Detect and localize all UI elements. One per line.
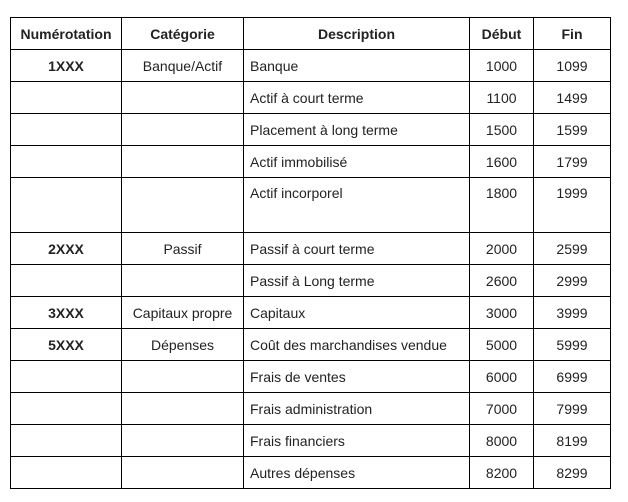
cell-end: 1499	[534, 82, 611, 114]
header-row	[11, 18, 611, 50]
cell-description: Actif à court terme	[244, 82, 470, 114]
table-row	[11, 265, 611, 297]
cell-end: 6999	[534, 361, 611, 393]
header-category: Catégorie	[122, 18, 244, 50]
cell-description: Coût des marchandises vendue	[244, 329, 470, 361]
cell-start: 7000	[470, 393, 534, 425]
cell-start: 2600	[470, 265, 534, 297]
table-row	[11, 114, 611, 146]
cell-start: 8200	[470, 457, 534, 489]
table-header	[11, 18, 611, 50]
cell-start: 6000	[470, 361, 534, 393]
header-start: Début	[470, 18, 534, 50]
cell-start: 3000	[470, 297, 534, 329]
cell-numbering	[11, 425, 122, 457]
cell-description: Autres dépenses	[244, 457, 470, 489]
cell-start: 1500	[470, 114, 534, 146]
chart-of-accounts-table	[10, 17, 611, 489]
cell-end: 2599	[534, 233, 611, 265]
cell-category	[122, 114, 244, 146]
cell-description: Passif à court terme	[244, 233, 470, 265]
cell-end: 1999	[534, 178, 611, 233]
cell-category	[122, 457, 244, 489]
table-row	[11, 233, 611, 265]
cell-end: 1099	[534, 50, 611, 82]
table-row	[11, 361, 611, 393]
cell-numbering: 3XXX	[11, 297, 122, 329]
cell-start: 1000	[470, 50, 534, 82]
cell-description: Frais de ventes	[244, 361, 470, 393]
cell-end: 3999	[534, 297, 611, 329]
cell-description: Placement à long terme	[244, 114, 470, 146]
cell-numbering: 5XXX	[11, 329, 122, 361]
cell-category: Dépenses	[122, 329, 244, 361]
cell-end: 1799	[534, 146, 611, 178]
cell-description: Banque	[244, 50, 470, 82]
cell-description: Frais financiers	[244, 425, 470, 457]
cell-start: 2000	[470, 233, 534, 265]
cell-category	[122, 178, 244, 233]
cell-end: 8299	[534, 457, 611, 489]
table-row	[11, 178, 611, 233]
cell-start: 1600	[470, 146, 534, 178]
header-description: Description	[244, 18, 470, 50]
header-numbering: Numérotation	[11, 18, 122, 50]
cell-start: 5000	[470, 329, 534, 361]
cell-numbering	[11, 361, 122, 393]
cell-end: 7999	[534, 393, 611, 425]
cell-numbering: 1XXX	[11, 50, 122, 82]
cell-start: 1800	[470, 178, 534, 233]
cell-numbering	[11, 178, 122, 233]
table-row	[11, 393, 611, 425]
cell-end: 2999	[534, 265, 611, 297]
cell-description: Passif à Long terme	[244, 265, 470, 297]
cell-category	[122, 361, 244, 393]
cell-category: Passif	[122, 233, 244, 265]
cell-end: 5999	[534, 329, 611, 361]
cell-numbering	[11, 146, 122, 178]
cell-category: Capitaux propre	[122, 297, 244, 329]
table-row	[11, 146, 611, 178]
cell-description: Actif incorporel	[244, 178, 470, 233]
cell-description: Frais administration	[244, 393, 470, 425]
table-row	[11, 297, 611, 329]
cell-start: 8000	[470, 425, 534, 457]
cell-numbering	[11, 82, 122, 114]
table-row	[11, 50, 611, 82]
table-body	[11, 50, 611, 489]
cell-numbering	[11, 265, 122, 297]
cell-end: 1599	[534, 114, 611, 146]
table-row	[11, 425, 611, 457]
cell-end: 8199	[534, 425, 611, 457]
cell-category	[122, 82, 244, 114]
table-row	[11, 329, 611, 361]
cell-description: Capitaux	[244, 297, 470, 329]
cell-description: Actif immobilisé	[244, 146, 470, 178]
cell-category	[122, 265, 244, 297]
header-end: Fin	[534, 18, 611, 50]
cell-numbering	[11, 457, 122, 489]
cell-category	[122, 146, 244, 178]
table-row	[11, 457, 611, 489]
cell-numbering: 2XXX	[11, 233, 122, 265]
cell-category: Banque/Actif	[122, 50, 244, 82]
table-row	[11, 82, 611, 114]
cell-start: 1100	[470, 82, 534, 114]
cell-numbering	[11, 393, 122, 425]
cell-numbering	[11, 114, 122, 146]
cell-category	[122, 393, 244, 425]
cell-category	[122, 425, 244, 457]
